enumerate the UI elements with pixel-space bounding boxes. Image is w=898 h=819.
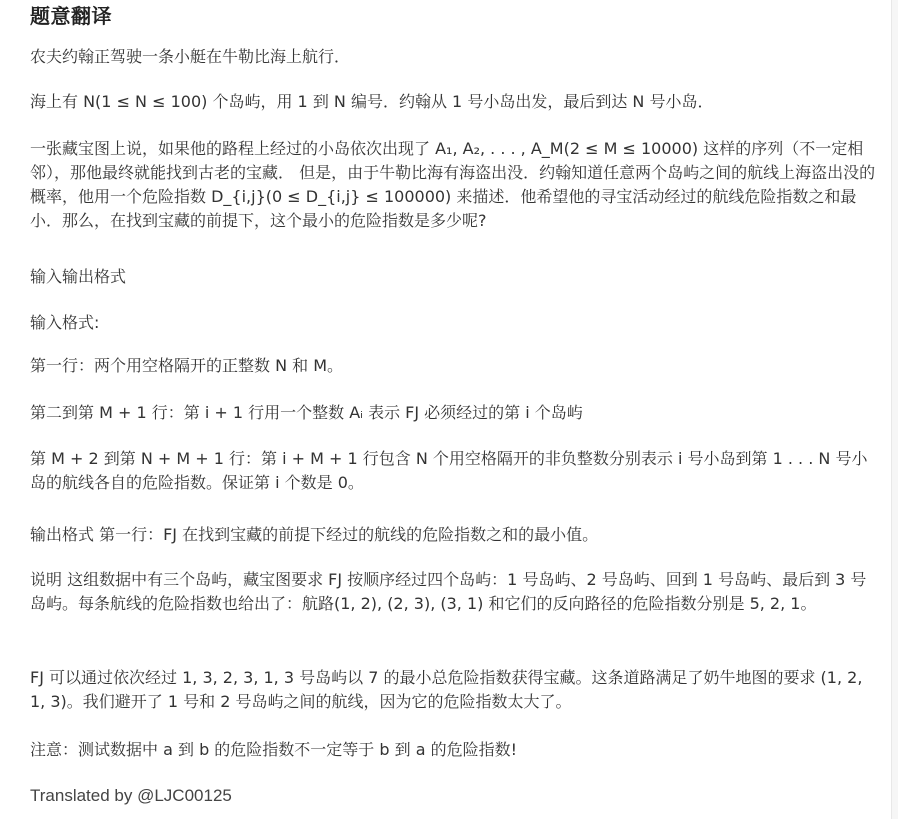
paragraph-islands: 海上有 N(1 ≤ N ≤ 100) 个岛屿，用 1 到 N 编号．约翰从 1 号小岛出发，最后到达 N 号小岛． bbox=[30, 92, 714, 111]
paragraph-input-lines-3: 第 M + 2 到第 N + M + 1 行：第 i + M + 1 行包含 N 个用空格隔开的非负整数分别表示 i 号小岛到第 1 . . . N 号小岛的航线各自的危险指数。保证第 i 个数是 0。 bbox=[30, 449, 868, 492]
heading-input-format: 输入格式: bbox=[30, 313, 100, 332]
paragraph-input-line1: 第一行：两个用空格隔开的正整数 N 和 M。 bbox=[30, 356, 344, 375]
paragraph-input-lines-2: 第二到第 M + 1 行：第 i + 1 行用一个整数 Aᵢ 表示 FJ 必须经过的第 i 个岛屿 bbox=[30, 403, 583, 422]
translator-credit: Translated by @LJC00125 bbox=[30, 786, 232, 805]
paragraph-solution: FJ 可以通过依次经过 1, 3, 2, 3, 1, 3 号岛屿以 7 的最小总危险指数获得宝藏。这条道路满足了奶牛地图的要求 (1, 2, 1, 3)。我们避开了 1 号和 2 号岛屿之间的航线，因为它的危险指数太大了。 bbox=[30, 668, 868, 711]
section-title: 题意翻译 bbox=[30, 4, 112, 28]
paragraph-output-format: 输出格式 第一行：FJ 在找到宝藏的前提下经过的航线的危险指数之和的最小值。 bbox=[30, 525, 599, 544]
heading-io-format: 输入输出格式 bbox=[30, 267, 127, 286]
paragraph-explanation: 说明 这组数据中有三个岛屿，藏宝图要求 FJ 按顺序经过四个岛屿：1 号岛屿、2 号岛屿、回到 1 号岛屿、最后到 3 号岛屿。每条航线的危险指数也给出了：航路(1, 2), (2, 3), (3, 1) 和它们的反向路径的危险指数分别是 5, 2, 1。 bbox=[30, 570, 867, 613]
paragraph-intro: 农夫约翰正驾驶一条小艇在牛勒比海上航行． bbox=[30, 47, 351, 66]
paragraph-note: 注意：测试数据中 a 到 b 的危险指数不一定等于 b 到 a 的危险指数! bbox=[30, 740, 518, 759]
paragraph-treasure-map: 一张藏宝图上说，如果他的路程上经过的小岛依次出现了 A₁, A₂, . . . , A_M(2 ≤ M ≤ 10000) 这样的序列（不一定相邻），那他最终就能找到古老的宝藏． 但是，由于牛勒比海有海盗出没．约翰知道任意两个岛屿之间的航线上海盗出没的概率，他用一个危险指数 D_{i,j}(0 ≤ D_{i,j} ≤ 100000) 来描述．他希望他的寻宝活动经过的航线危险指数之和最小．那么，在找到宝藏的前提下，这个最小的危险指数是多少呢? bbox=[30, 139, 876, 230]
